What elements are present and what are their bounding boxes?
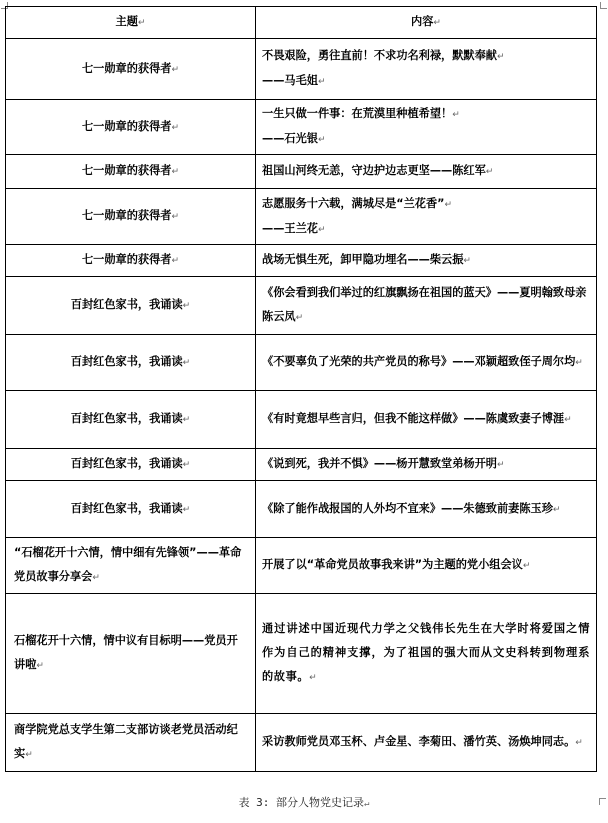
table-header-row xyxy=(6,7,597,39)
page-corner-mark xyxy=(600,2,607,9)
row-topic: “石榴花开十六情，情中细有先锋领”——革命党员故事分享会↵ xyxy=(6,538,256,594)
row-content: 一生只做一件事：在荒漠里种植希望！↵ ——石光银↵ xyxy=(256,100,597,155)
row-topic: 七一勋章的获得者↵ xyxy=(6,39,256,100)
row-content: 通过讲述中国近现代力学之父钱伟长先生在大学时将爱国之情作为自己的精神支撑，为了祖国的强大而从文史科转到物理系的故事。↵ xyxy=(256,594,597,714)
table-row xyxy=(6,100,597,155)
row-topic: 百封红色家书，我诵读↵ xyxy=(6,277,256,335)
table-row xyxy=(6,538,597,594)
table-caption: 表 3: 部分人物党史记录↵ xyxy=(238,796,370,809)
table-row xyxy=(6,481,597,538)
table-row xyxy=(6,391,597,449)
row-content: 《除了能作战报国的人外均不宜来》——朱德致前妻陈玉珍↵ xyxy=(256,481,597,538)
row-content: 志愿服务十六载，满城尽是“兰花香”↵ ——王兰花↵ xyxy=(256,189,597,245)
table-row xyxy=(6,39,597,100)
table-row xyxy=(6,189,597,245)
table-row xyxy=(6,335,597,391)
party-history-table xyxy=(5,6,597,772)
row-topic: 百封红色家书，我诵读↵ xyxy=(6,391,256,449)
header-content: 内容↵ xyxy=(256,7,597,39)
row-content: 战场无惧生死，卸甲隐功埋名——柴云振↵ xyxy=(256,245,597,277)
table-row xyxy=(6,155,597,189)
row-content: 祖国山河终无恙，守边护边志更坚——陈红军↵ xyxy=(256,155,597,189)
table-row xyxy=(6,449,597,481)
row-content: 《说到死，我并不惧》——杨开慧致堂弟杨开明↵ xyxy=(256,449,597,481)
row-topic: 石榴花开十六情，情中议有目标明——党员开讲啦↵ xyxy=(6,594,256,714)
row-topic: 七一勋章的获得者↵ xyxy=(6,189,256,245)
row-topic: 七一勋章的获得者↵ xyxy=(6,155,256,189)
row-topic: 商学院党总支学生第二支部访谈老党员活动纪实↵ xyxy=(6,714,256,772)
row-topic: 七一勋章的获得者↵ xyxy=(6,100,256,155)
row-topic: 百封红色家书，我诵读↵ xyxy=(6,449,256,481)
header-topic: 主题↵ xyxy=(6,7,256,39)
row-topic: 七一勋章的获得者↵ xyxy=(6,245,256,277)
table-row xyxy=(6,277,597,335)
row-content: 《不要辜负了光荣的共产党员的称号》——邓颖超致侄子周尔均↵ xyxy=(256,335,597,391)
row-content: 开展了以“革命党员故事我来讲”为主题的党小组会议↵ xyxy=(256,538,597,594)
table-row xyxy=(6,594,597,714)
row-content: 《你会看到我们举过的红旗飘扬在祖国的蓝天》——夏明翰致母亲陈云凤↵ xyxy=(256,277,597,335)
table-row xyxy=(6,245,597,277)
row-content: 不畏艰险，勇往直前！不求功名利禄，默默奉献↵ ——马毛姐↵ xyxy=(256,39,597,100)
row-content: 《有时竟想早些言归，但我不能这样做》——陈虞致妻子博涯↵ xyxy=(256,391,597,449)
row-topic: 百封红色家书，我诵读↵ xyxy=(6,335,256,391)
table-row xyxy=(6,714,597,772)
row-topic: 百封红色家书，我诵读↵ xyxy=(6,481,256,538)
row-content: 采访教师党员邓玉杯、卢金星、李菊田、潘竹英、汤焕坤同志。↵ xyxy=(256,714,597,772)
